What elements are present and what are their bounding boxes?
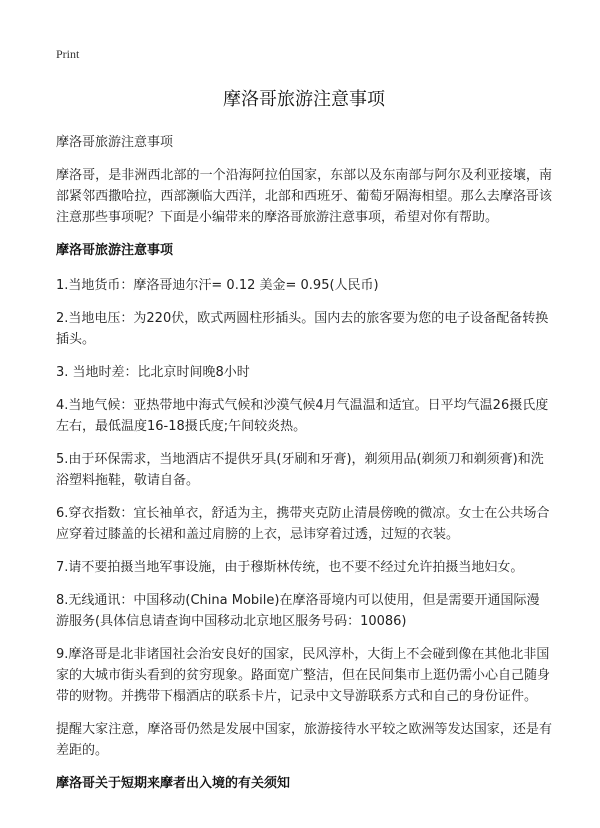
reminder-paragraph: 提醒大家注意，摩洛哥仍然是发展中国家，旅游接待水平较之欧洲等发达国家，还是有差距的。 <box>56 722 552 758</box>
next-section-heading: 摩洛哥关于短期来摩者出入境的有关须知 <box>56 776 291 791</box>
list-item: 2.当地电压：为220伏，欧式两圆柱形插头。国内去的旅客要为您的电子设备配备转换插头。 <box>56 311 549 347</box>
list-item: 6.穿衣指数：宜长袖单衣，舒适为主，携带夹克防止清晨傍晚的微凉。女士在公共场合应穿着过膝盖的长裙和盖过肩膀的上衣，忌讳穿着过透，过短的衣装。 <box>56 506 550 542</box>
intro-paragraph: 摩洛哥，是非洲西北部的一个沿海阿拉伯国家，东部以及东南部与阿尔及利亚接壤，南部紧邻西撒哈拉，西部濒临大西洋，北部和西班牙、葡萄牙隔海相望。那么去摩洛哥该注意那些事项呢？下面是小编带来的摩洛哥旅游注意事项，希望对你有帮助。 <box>56 168 552 225</box>
document-subtitle: 摩洛哥旅游注意事项 <box>56 135 174 150</box>
list-item: 3. 当地时差：比北京时间晚8小时 <box>56 365 250 380</box>
list-item: 9.摩洛哥是北非诸国社会治安良好的国家，民风淳朴，大街上不会碰到像在其他北非国家的大城市街头看到的贫穷现象。路面宽广整洁，但在民间集市上逛仍需小心自己随身带的财物。并携带下榻酒店的联系卡片，记录中文导游联系方式和自己的身份证件。 <box>56 647 551 704</box>
section-heading: 摩洛哥旅游注意事项 <box>56 243 174 258</box>
list-item: 7.请不要拍摄当地军事设施，由于穆斯林传统，也不要不经过允许拍摄当地妇女。 <box>56 560 524 575</box>
print-label: Print <box>56 47 80 61</box>
list-item: 5.由于环保需求，当地酒店不提供牙具(牙刷和牙膏)，剃须用品(剃须刀和剃须膏)和洗浴塑料拖鞋，敬请自备。 <box>56 452 544 488</box>
list-item: 1.当地货币：摩洛哥迪尔汗= 0.12 美金= 0.95(人民币) <box>56 278 379 293</box>
list-item: 4.当地气候：亚热带地中海式气候和沙漠气候4月气温温和适宜。日平均气温26摄氏度左右，最低温度16-18摄氏度;午间较炎热。 <box>56 398 549 434</box>
tips-list <box>56 275 552 707</box>
list-item: 8.无线通讯：中国移动(China Mobile)在摩洛哥境内可以使用，但是需要开通国际漫游服务(具体信息请查询中国移动北京地区服务号码：10086) <box>56 593 540 629</box>
page-title: 摩洛哥旅游注意事项 <box>223 89 385 110</box>
